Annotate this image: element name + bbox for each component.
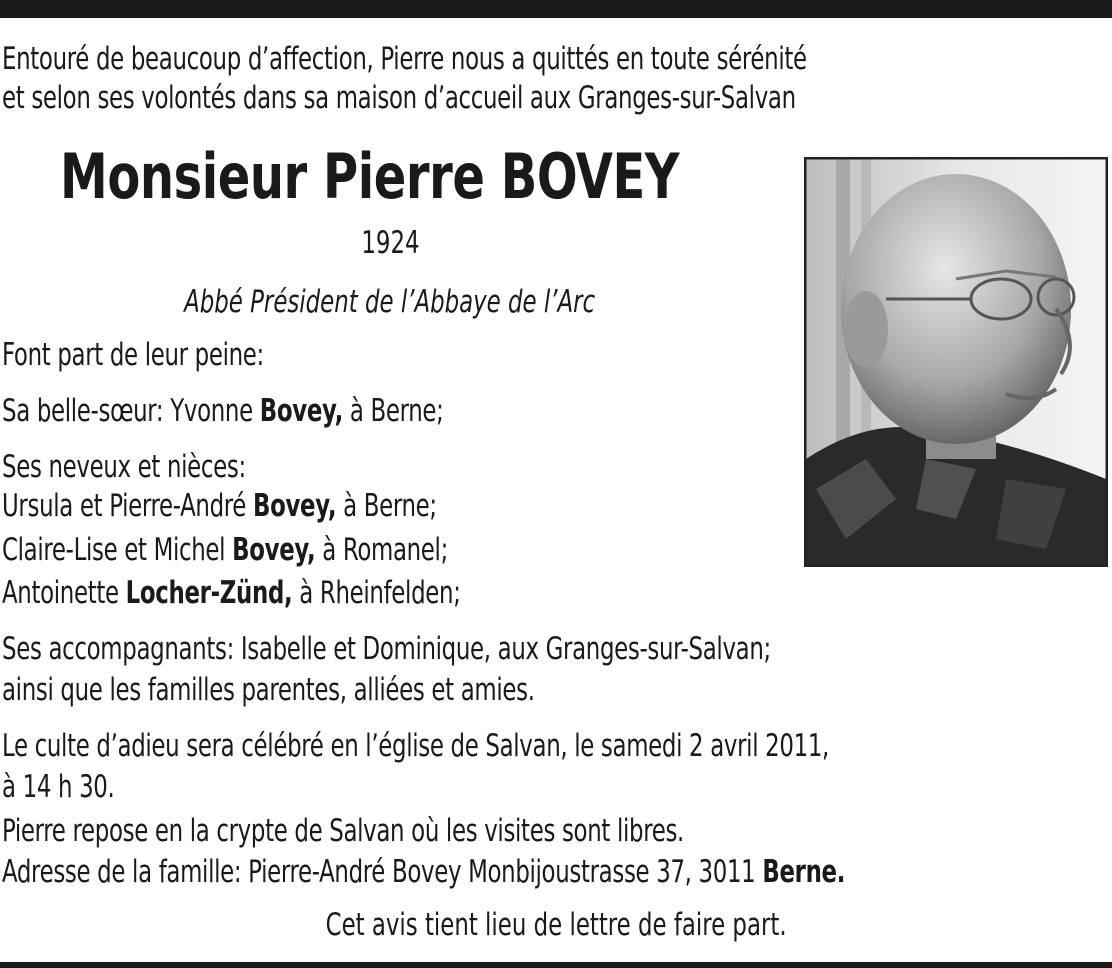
announce-line: Font part de leur peine: [2, 337, 264, 373]
deceased-name: Monsieur Pierre BOVEY [60, 140, 680, 213]
closing-note: Cet avis tient lieu de lettre de faire part. [325, 907, 787, 943]
family-name: Bovey, [232, 532, 316, 568]
portrait-photo [804, 157, 1108, 567]
ceremony-line-3: Pierre repose en la crypte de Salvan où les visites sont libres. [2, 813, 684, 849]
nephew-line-3: Antoinette Locher-Zünd, à Rheinfelden; [2, 575, 461, 611]
companions-line-2: ainsi que les familles parentes, alliées et amies. [2, 672, 535, 708]
bottom-rule [0, 962, 1112, 968]
companions-line-1: Ses accompagnants: Isabelle et Dominique, aux Granges-sur-Salvan; [2, 631, 771, 667]
sister-in-law-line: Sa belle-sœur: Yvonne Bovey, à Berne; [2, 393, 444, 429]
deceased-role: Abbé Président de l’Abbaye de l’Arc [184, 284, 596, 320]
family-name: Bovey, [252, 488, 337, 524]
ceremony-line-1: Le culte d’adieu sera célébré en l’église de Salvan, le samedi 2 avril 2011, [2, 728, 829, 764]
family-name: Locher-Zünd, [125, 575, 293, 611]
family-address-line: Adresse de la famille: Pierre-André Bovey Monbijoustrasse 37, 3011 Berne. [2, 854, 846, 890]
ceremony-line-2: à 14 h 30. [2, 769, 115, 805]
family-name: Bovey, [259, 393, 343, 429]
address-city: Berne. [762, 854, 846, 890]
nephews-heading: Ses neveux et nièces: [2, 449, 246, 485]
intro-line-1: Entouré de beaucoup d’affection, Pierre nous a quittés en toute sérénité [2, 41, 807, 77]
nephew-line-2: Claire-Lise et Michel Bovey, à Romanel; [2, 532, 448, 568]
birth-year: 1924 [360, 225, 420, 261]
nephew-line-1: Ursula et Pierre-André Bovey, à Berne; [2, 488, 437, 524]
intro-line-2: et selon ses volontés dans sa maison d’accueil aux Granges-sur-Salvan [2, 80, 796, 116]
